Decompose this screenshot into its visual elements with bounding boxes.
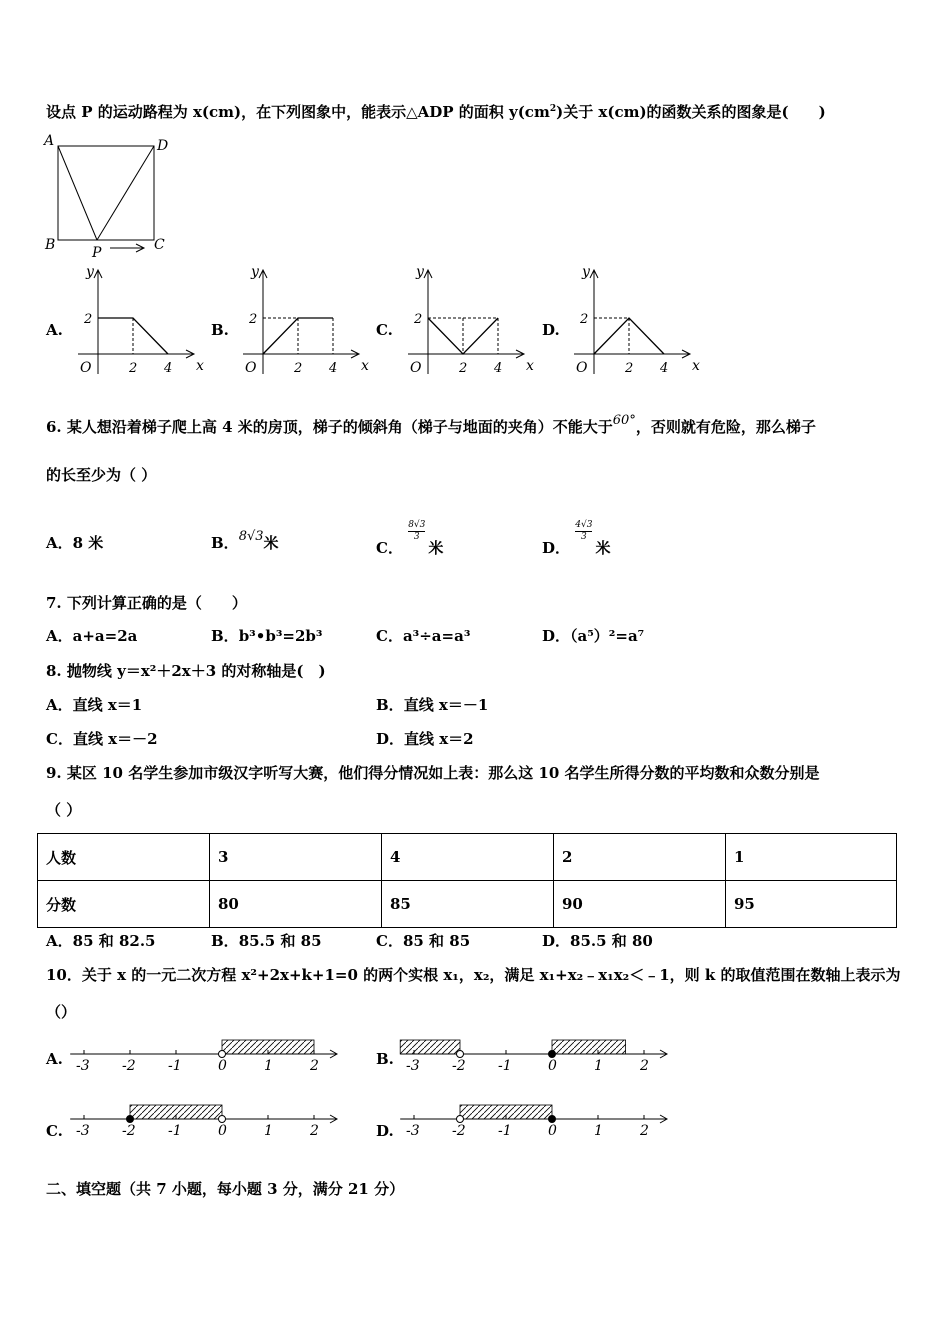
tick-label: -2: [122, 1123, 136, 1139]
q10-option-label[interactable]: C.: [46, 1122, 63, 1140]
q8-option-a[interactable]: A．直线 x＝1: [46, 696, 143, 714]
tick-x2: 2: [129, 361, 138, 376]
tick-label: 1: [594, 1123, 603, 1139]
table-cell: 3: [210, 834, 382, 881]
tick-x2: 2: [459, 361, 468, 376]
q6-option-b[interactable]: B．8√3米: [211, 529, 279, 552]
number-line: [400, 1030, 670, 1080]
q9-option-d[interactable]: D．85.5 和 80: [542, 932, 653, 950]
q5-graph: [398, 262, 533, 382]
q9-stem-line1: 9. 某区 10 名学生参加市级汉字听写大赛，他们得分情况如上表：那么这 10 名学生所得分数的平均数和众数分别是: [46, 764, 820, 782]
open-dot: [219, 1116, 226, 1123]
q5-option-label[interactable]: B.: [211, 321, 229, 339]
q6-stem-line2: 的长至少为（ ）: [46, 466, 157, 484]
segment-dp: [97, 146, 154, 240]
x-label: x: [692, 358, 700, 374]
q9-option-b[interactable]: B．85.5 和 85: [211, 932, 322, 950]
q8-option-c[interactable]: C．直线 x＝－2: [46, 730, 158, 748]
tick-x4: 4: [494, 361, 503, 376]
number-line: [400, 1095, 670, 1145]
tick-x4: 4: [164, 361, 173, 376]
table-cell: 人数: [38, 834, 210, 881]
solution-interval: [552, 1040, 626, 1054]
q8-option-b[interactable]: B．直线 x＝－1: [376, 696, 489, 714]
table-cell: 分数: [38, 881, 210, 928]
table-cell: 95: [726, 881, 897, 928]
q5-graph: [564, 262, 699, 382]
tick-x4: 4: [329, 361, 338, 376]
section2-title: 二、填空题（共 7 小题，每小题 3 分，满分 21 分）: [46, 1180, 405, 1198]
origin-label: O: [410, 360, 422, 376]
q5-graph: [233, 262, 368, 382]
tick-label: -1: [168, 1058, 182, 1074]
q9-option-c[interactable]: C．85 和 85: [376, 932, 471, 950]
origin-label: O: [245, 360, 257, 376]
tick-label: 0: [548, 1058, 557, 1074]
tick-label: -3: [406, 1123, 420, 1139]
open-dot: [457, 1051, 464, 1058]
q10-stem-line2: （）: [46, 1003, 77, 1021]
q9-score-table: [37, 833, 897, 928]
fraction-c: $\frac{8√3}{3}$: [408, 520, 426, 542]
table-row: [38, 881, 897, 928]
x-label: x: [526, 358, 534, 374]
q6-option-d[interactable]: D． $\frac{4√3}{3}$ 米: [542, 520, 611, 557]
tick-label: -1: [498, 1123, 512, 1139]
number-line: [70, 1095, 340, 1145]
tick-x4: 4: [660, 361, 669, 376]
label-c: C: [154, 237, 165, 253]
tick-y2: 2: [84, 312, 93, 327]
tick-label: -3: [76, 1123, 90, 1139]
number-line: [70, 1030, 340, 1080]
tick-label: 0: [218, 1058, 227, 1074]
tick-label: 2: [310, 1123, 319, 1139]
y-label: y: [86, 264, 94, 280]
tick-label: 2: [640, 1058, 649, 1074]
q8-option-d[interactable]: D．直线 x＝2: [376, 730, 474, 748]
tick-label: -1: [498, 1058, 512, 1074]
q7-option-c[interactable]: C．a³÷a=a³: [376, 627, 471, 645]
table-cell: 90: [554, 881, 726, 928]
open-dot: [457, 1116, 464, 1123]
x-label: x: [361, 358, 369, 374]
q10-option-label[interactable]: D.: [376, 1122, 394, 1140]
q7-stem: 7. 下列计算正确的是（ ）: [46, 594, 247, 612]
tick-label: 1: [264, 1058, 273, 1074]
q8-stem: 8. 抛物线 y＝x²＋2x＋3 的对称轴是( ): [46, 662, 326, 680]
q6-option-a[interactable]: A．8 米: [46, 534, 104, 552]
tick-label: -3: [406, 1058, 420, 1074]
label-p: P: [92, 245, 102, 261]
segment-ap: [58, 146, 97, 240]
label-d: D: [157, 138, 169, 154]
tick-label: -2: [452, 1058, 466, 1074]
tick-label: -2: [122, 1058, 136, 1074]
label-b: B: [45, 237, 56, 253]
y-label: y: [582, 264, 590, 280]
q6-stem-line1: 6. 某人想沿着梯子爬上高 4 米的房顶，梯子的倾斜角（梯子与地面的夹角）不能大于60°，否则就有危险，那么梯子: [46, 413, 816, 436]
q7-option-d[interactable]: D．（a⁵）²=a⁷: [542, 627, 645, 645]
q5-option-label[interactable]: C.: [376, 321, 393, 339]
q9-stem-line2: （ ）: [46, 801, 82, 819]
fraction-d: $\frac{4√3}{3}$: [575, 520, 593, 542]
open-dot: [219, 1051, 226, 1058]
tick-label: 2: [640, 1123, 649, 1139]
q10-option-label[interactable]: B.: [376, 1050, 394, 1068]
tick-label: -2: [452, 1123, 466, 1139]
q5-option-label[interactable]: D.: [542, 321, 560, 339]
tick-label: 1: [594, 1058, 603, 1074]
tick-x2: 2: [294, 361, 303, 376]
table-row: [38, 834, 897, 881]
closed-dot: [127, 1116, 134, 1123]
y-label: y: [251, 264, 259, 280]
solution-interval: [400, 1040, 460, 1054]
angle-60: 60°: [612, 413, 636, 428]
label-a: A: [44, 133, 55, 149]
tick-y2: 2: [580, 312, 589, 327]
table-cell: 80: [210, 881, 382, 928]
tick-y2: 2: [249, 312, 258, 327]
q7-option-b[interactable]: B．b³•b³=2b³: [211, 627, 323, 645]
table-cell: 85: [382, 881, 554, 928]
q10-option-label[interactable]: A.: [46, 1050, 63, 1068]
table-cell: 2: [554, 834, 726, 881]
q6-option-c[interactable]: C． $\frac{8√3}{3}$ 米: [376, 520, 444, 557]
closed-dot: [549, 1116, 556, 1123]
q5-stem: 设点 P 的运动路程为 x(cm)，在下列图象中，能表示△ADP 的面积 $y(cm^2)$关于 x(cm)的函数关系的图象是( ): [46, 103, 826, 121]
q5-option-label[interactable]: A.: [46, 321, 63, 339]
table-cell: 1: [726, 834, 897, 881]
tick-label: -1: [168, 1123, 182, 1139]
closed-dot: [549, 1051, 556, 1058]
q10-stem-line1: 10．关于 x 的一元二次方程 x²+2x+k+1=0 的两个实根 x₁，x₂，满足 x₁+x₂﹣x₁x₂＜﹣1，则 k 的取值范围在数轴上表示为: [46, 966, 901, 984]
q5-graph: [68, 262, 203, 382]
q7-option-a[interactable]: A．a+a=2a: [46, 627, 138, 645]
tick-label: 0: [218, 1123, 227, 1139]
tick-label: 0: [548, 1123, 557, 1139]
tick-label: -3: [76, 1058, 90, 1074]
origin-label: O: [80, 360, 92, 376]
tick-label: 2: [310, 1058, 319, 1074]
table-cell: 4: [382, 834, 554, 881]
y-label: y: [416, 264, 424, 280]
origin-label: O: [576, 360, 588, 376]
tick-x2: 2: [625, 361, 634, 376]
x-label: x: [196, 358, 204, 374]
tick-label: 1: [264, 1123, 273, 1139]
tick-y2: 2: [414, 312, 423, 327]
q5-square-figure: [40, 130, 180, 260]
q9-option-a[interactable]: A．85 和 82.5: [46, 932, 156, 950]
